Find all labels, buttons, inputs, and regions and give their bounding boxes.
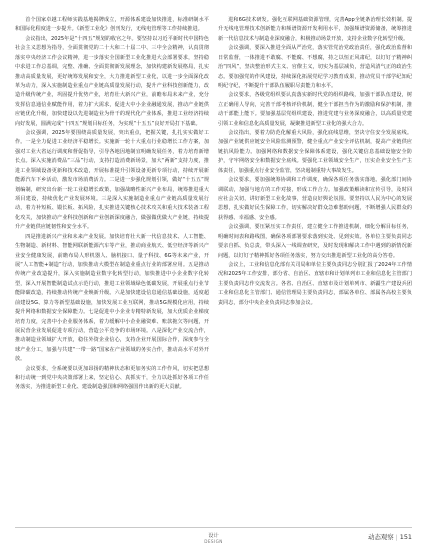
paragraph: 会议上，工业和信息化部有关司局和单位主要负责同志分别汇报了2024年工作情况和2025年工作安排，部分省、自治区、直辖市和计划单列市工业和信息化主管部门主要负责同志作交流发言。各省、自治区、直辖市及计划单列市、新疆生产建设兵团工业和信息化主管部门、通信管理局主要负责同志，部属各单位、部属各高校主要负责同志，部分中央企业负责同志参加会议。 <box>218 261 412 306</box>
page-footer <box>0 527 427 550</box>
journal-mark <box>180 533 247 544</box>
journal-name-en: DESIGN <box>204 539 223 544</box>
paragraph: 会议要求，全系统要以更加昂扬的精神状态和更加务实的工作作风，切实把思想和行动统一到党中央决策部署上来，坚定信心、真抓实干，全力以赴抓好各项工作任务落实，为推进新型工业化、建设制造强国和网络强国作出新的更大贡献。 <box>15 365 209 391</box>
paragraph: 会议指出，2025年是“十四五”规划的收官之年。要坚持以习近平新时代中国特色社会主义思想为指导，全面贯彻党的二十大和二十届二中、三中全会精神，认真贯彻落实中央经济工作会议精神，进一步落实全国新型工业化推进大会部署要求，坚持稳中求进工作总基调，完整、准确、全面贯彻新发展理念，加快构建新发展格局，扎实推动高质量发展，更好统筹发展和安全，大力推进新型工业化，以进一步全面深化改革为动力，深入实施制造业重点产业链高质量发展行动，提升产业科技创新能力，改造升级传统产业，巩固提升优势产业，培育壮大新兴产业，前瞻布局未来产业，充分发挥信息通信业赋能作用，着力扩大需求，促进大中小企业融通发展，推动产业链供应链优化升级，加快建设以先进制造业为骨干的现代化产业体系，推进工业经济持续向好发展，圆满完成“十四五”规划目标任务，为实现“十五五”良好开局打下基础。 <box>15 35 209 127</box>
article-column-left <box>15 16 209 524</box>
paragraph: 四是推进新兴产业和未来产业发展。加快培育壮大新一代信息技术、人工智能、生物制造、新材料、智能网联新能源汽车等产业，推动商业航天、低空经济等新兴产业安全健康发展，前瞻布局人形机器人、脑机接口、量子科技、6G等未来产业，开展“人工智能+制造”行动，加快推动大模型在制造业重点行业的部署应用。五是推动传统产业改造提升，深入实施制造业数字化转型行动，加快推进中小企业数字化转型，深入开展智能制造试点示范行动，推进工业领域绿色低碳发展，开展重点行业节能降碳改造，持续推动传统产业焕新升级。六是加快建设信息通信基础设施，适度超前建设5G、算力等新型基础设施，加快发展工业互联网，推动5G规模化应用，持续提升网络和数据安全保障能力。七是促进中小企业专精特新发展，加大优质企业梯度培育力度，完善中小企业服务体系，着力缓解中小企业融资难、账款拖欠等问题，开展民营企业发展促进专项行动，营造公平竞争的市场环境。八是深化产业交流合作，推动制造业领域扩大开放，稳住外资企业信心，支持企业开展国际合作，深度参与全球产业分工，加强与共建“一带一路”国家在产业领域的务实合作，推动高水平对外开放。 <box>15 233 209 363</box>
paragraph: 会议强调，要深入推进全面从严治党，落实管党治党政治责任，强化政治监督和日常监督，一体推进不敢腐、不能腐、不想腐，持之以恒正风肃纪，以钉钉子精神纠治“四风”，坚决整治形式主义、官僚主义，切实为基层减负，营造风清气正的政治生态。要加强党的作风建设，持续深化拓展党纪学习教育成果，推动党员干部学纪知纪明纪守纪，不断提升干部队伍履职尽责能力和水平。 <box>218 45 412 89</box>
page-info <box>368 532 412 542</box>
paragraph: 首个国家卓越工程师实践基地揭牌成立，开源体系建设加快推进，标准研制水平和国际化程度进一步提升。《新型工业化》创刊发行，无线电管理等工作持续推进。 <box>15 17 209 33</box>
paragraph: 会议要求，各级党组织要认真落实新时代党的组织路线，加强干部队伍建设，树立正确用人导向，完善干部考核评价机制，健全干部担当作为的激励和保护机制，推动干部能上能下。要加强基层党组织建设，推进党建与业务深度融合，以高质量党建引领工业和信息化高质量发展，凝聚推进新型工业化的强大合力。 <box>218 92 412 127</box>
article-column-right <box>218 16 412 524</box>
footer-divider <box>15 527 412 528</box>
paragraph: 会议强调，要压紧压实工作责任，建立健全工作推进机制，细化分解目标任务，明确时间表和路线图，确保各项部署要求落到实处、见到实效。各单位主要负责同志要亲自抓、负总责，带头深入一线调查研究，及时发现和解决工作中遇到的新情况新问题，以钉钉子精神抓好各项任务落实，努力交出推进新型工业化的高分答卷。 <box>218 224 412 259</box>
paragraph: 进和6G技术研发。强化互联网基础资源管理，完善App全链条治理长效机制。提升无线电管理技术创新能力和频谱资源开发利用水平，加强频谱资源储备，统筹推进新一代信息技术与制造业深度融合，积极推动场景开放，支持企业数字化转型升级。 <box>218 17 412 42</box>
paragraph: 会议强调，2025年要围绕高质量发展，突出重点，把握关键，扎扎实实做好工作。一是全力促进工业经济平稳增长。实施新一轮十大重点行业稳增长工作方案，加强对工业大省运行调度和督促指导，引导各地因地制宜明确发展任务，着力培育新增长点。深入实施消费品“三品”行动，支持打造消费新场景，加大“两新”支持力度，推进工业领域设备更新和技术改造，开展标准提升引领设备更新专项行动，持续开展新能源汽车下乡活动，激发市场消费活力。二是进一步强化规划引领，做好“十五五”规划编制，研究出台新一轮工业稳增长政策，加强战略性新兴产业布局，统筹推进重大项目建设，持续优化产业发展环境。三是深入实施制造业重点产业链高质量发展行动，着力补短板、锻长板、拓风险，扎实推进关键核心技术攻关和重大技术装备工程化攻关，加快推动产业科技创新和产业创新深度融合，做强做优做大产业链，持续提升产业链供应链韧性和安全水平。 <box>15 130 209 231</box>
section-name: 动态观察 <box>368 533 394 541</box>
section-separator: | <box>395 533 398 541</box>
paragraph: 会议指出，要着力防范化解重大风险，强化底线思维，坚决守住安全发展底线。加强产业链供应链安全风险监测预警，健全重点产业安全评估机制，提高产业链供应链抗风险能力。加强网络和数据安全保障体系建设，强化关键信息基础设施安全防护，守牢网络安全和数据安全底线。要强化工业领域安全生产，压实企业安全生产主体责任，加强重点行业安全监管，坚决遏制重特大事故发生。 <box>218 130 412 174</box>
paragraph: 会议要求，要加强统筹协调和工作调度，确保各项任务落实落地。强化部门间协调联动，加强与地方的工作对接，形成工作合力。加强政策解读和宣传引导，及时回应社会关切，讲好新型工业化故事，营造良好舆论氛围。要坚持以人民为中心的发展思想，扎实做好民生保障工作，切实解决好群众急难愁盼问题，不断增强人民群众的获得感、幸福感、安全感。 <box>218 177 412 221</box>
page-number: 151 <box>399 533 412 541</box>
journal-name-cn: 设计 <box>208 533 219 539</box>
